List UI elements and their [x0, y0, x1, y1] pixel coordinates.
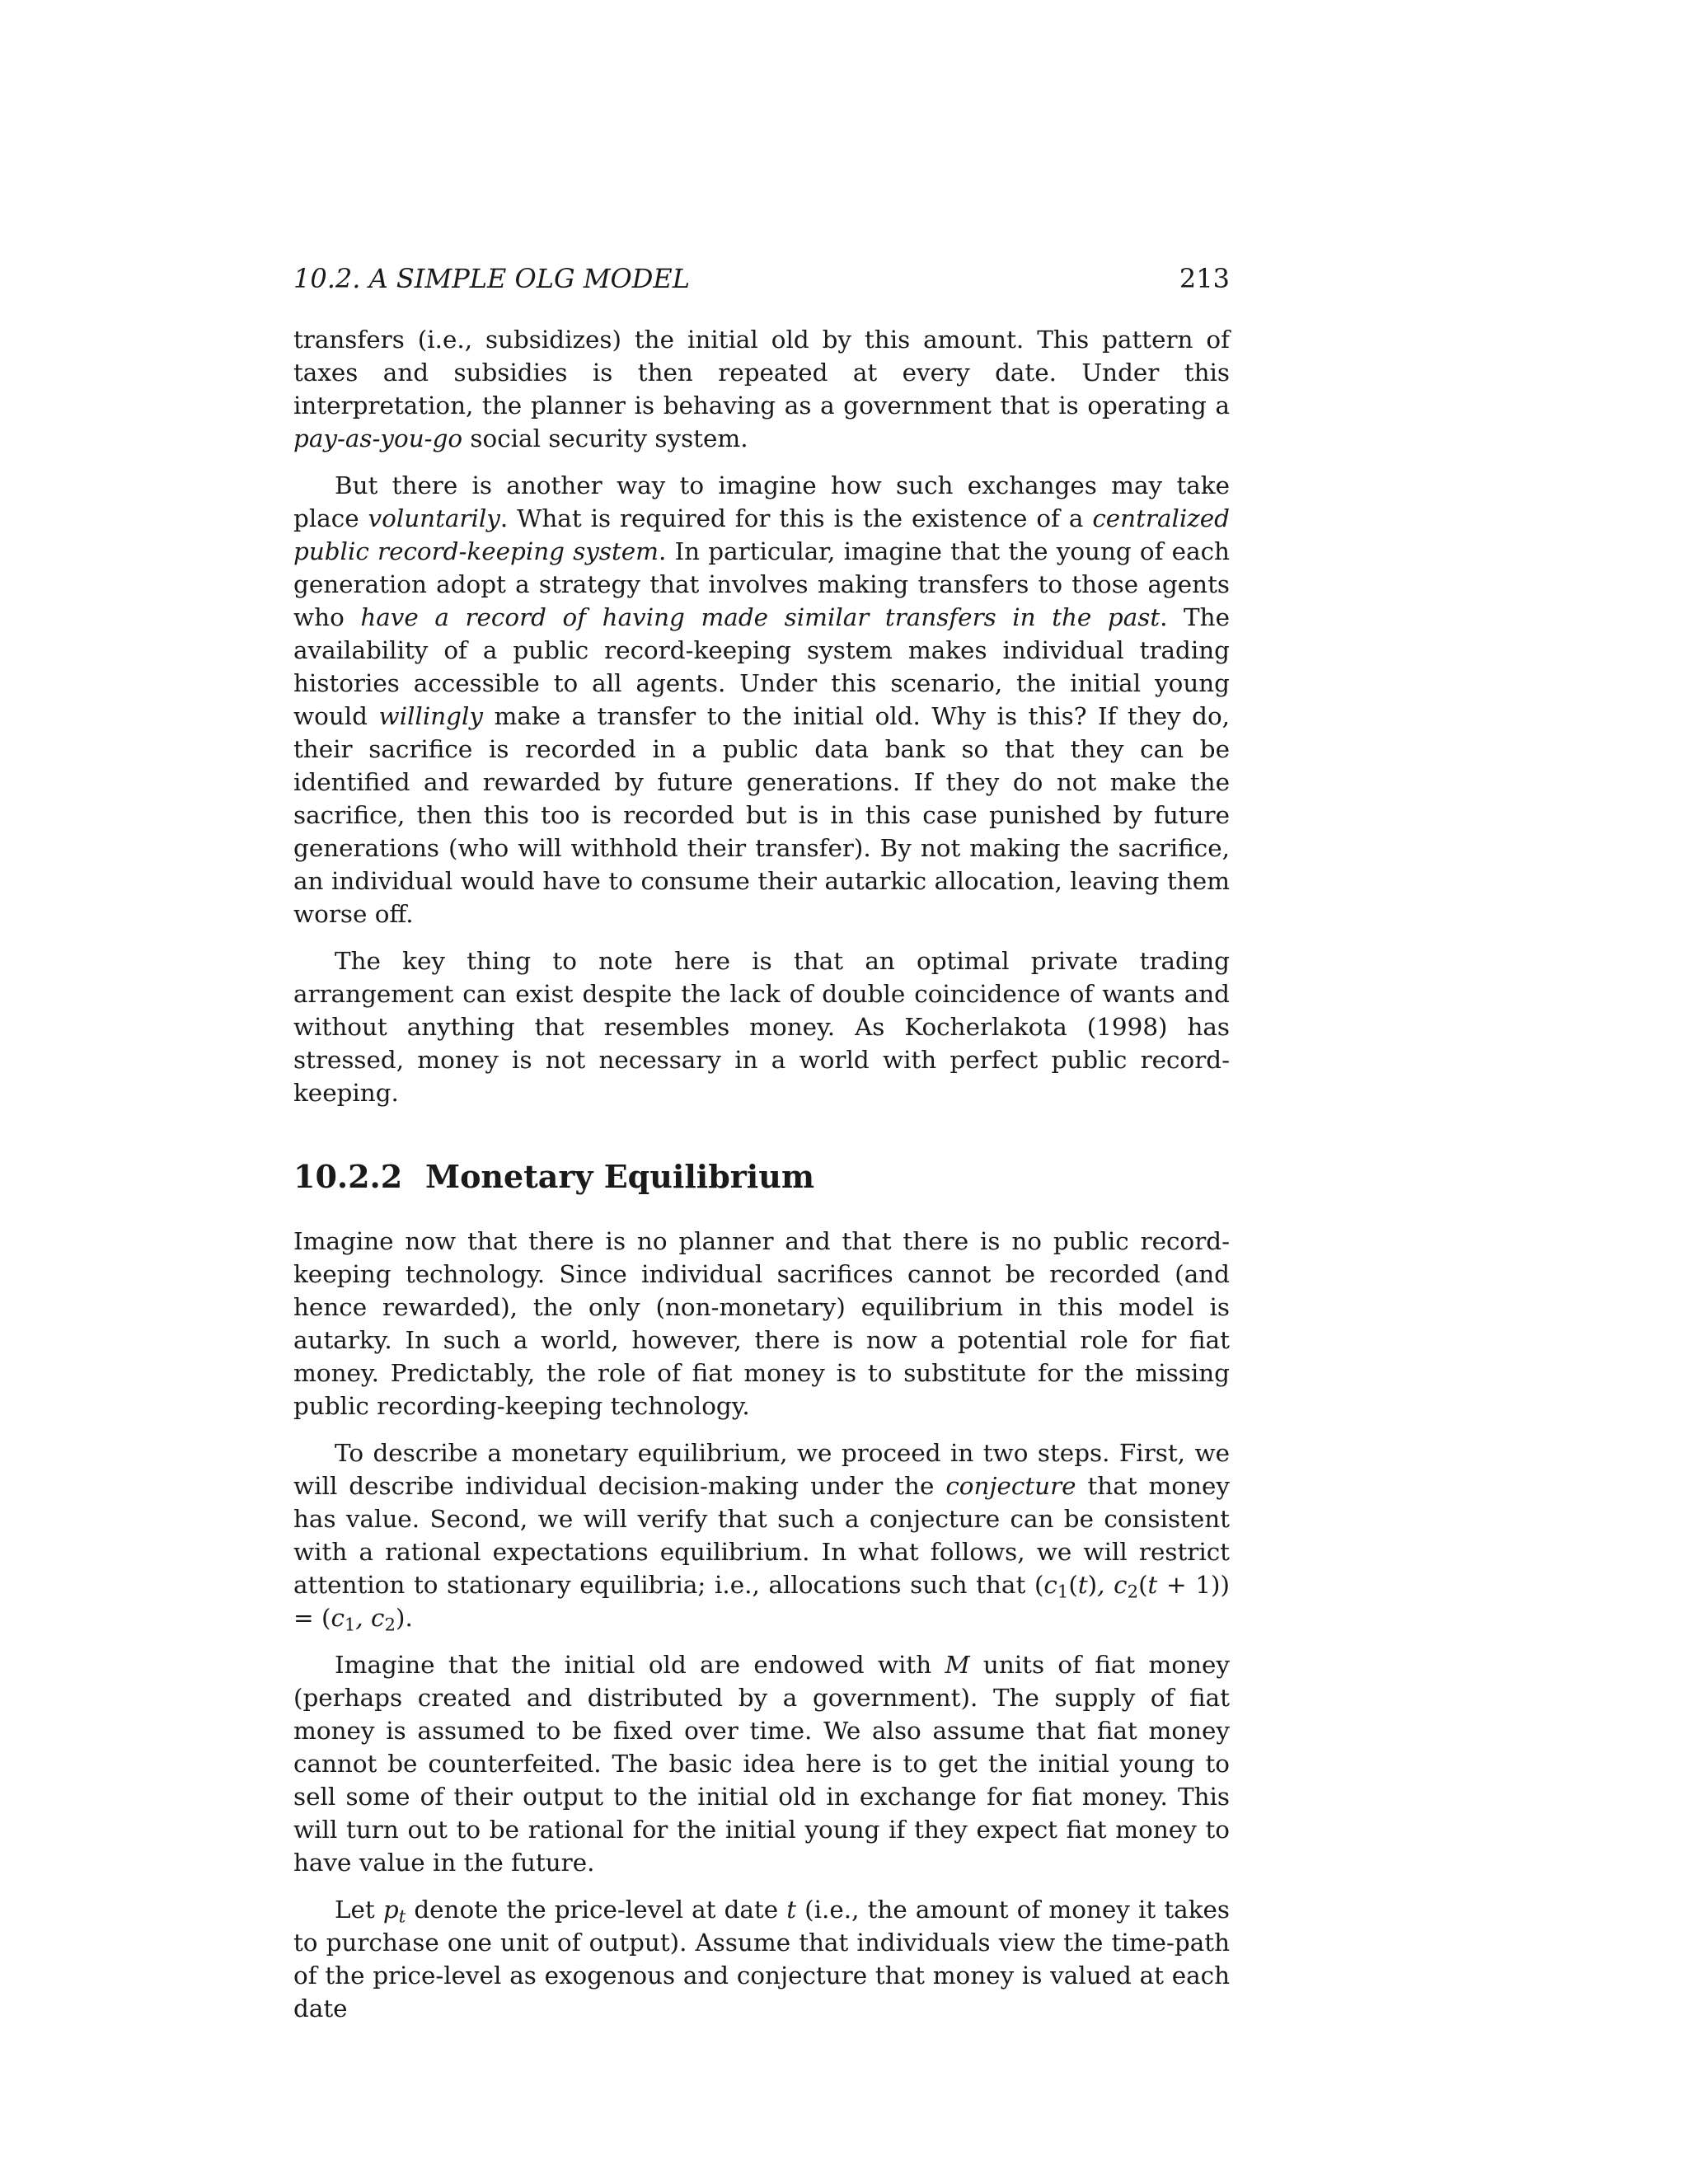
paragraph-5 [293, 1436, 1230, 1634]
page [293, 262, 1230, 2039]
paragraph-7-text-b: denote the price-level at date [406, 1896, 787, 1924]
paragraph-2-emphasis-1: voluntarily [368, 504, 500, 532]
paragraph-2-emphasis-4: willingly [378, 702, 483, 730]
paragraph-4: Imagine now that there is no planner and that there is no public record-keeping technology. Since individual sacrifices cannot be recorded (and hence rewarded), the only (non-monetary) equilibrium in this model is autarky. In such a world, however, there is now a potential role for fiat money. Predictably, the role of fiat money is to substitute for the missing public recording-keeping technology. [293, 1227, 1230, 1420]
money-symbol: M [945, 1651, 970, 1679]
paragraph-2 [293, 469, 1230, 930]
paragraph-2-text-b: . What is required for this is the existence of a [499, 504, 1093, 532]
paragraph-5-text-b: that money has value. Second, we will verify that such a conjecture can be consistent with a rational expectations equilibrium. In what follows, we will restrict attention to stationary equilibria; i.e., allocations such that [293, 1472, 1230, 1599]
running-head [293, 262, 1230, 298]
page-number: 213 [1179, 263, 1230, 294]
section-title: Monetary Equilibrium [425, 1158, 815, 1195]
paragraph-2-text-e: make a transfer to the initial old. Why is this? If they do, their sacrifice is recorded in a public data bank so that they can be identified and rewarded by future generations. If they do not make the sacrifice, then this too is recorded but is in this case punished by future generations (who will withhold their transfer). By not making the sacrifice, an individual would have to consume their autarkic allocation, leaving them worse off. [293, 702, 1230, 928]
date-symbol: t [786, 1896, 797, 1924]
paragraph-1-text: transfers (i.e., subsidizes) the initial old by this amount. This pattern of taxes and subsidies is then repeated at every date. Under this interpretation, the planner is behaving as a government that is operating a [293, 326, 1230, 419]
paragraph-5-text-c: . [405, 1604, 413, 1632]
paragraph-2-emphasis-3: have a record of having made similar transfers in the past [360, 603, 1160, 631]
paragraph-1-end: social security system. [462, 424, 748, 452]
paragraph-1-emphasis: pay-as-you-go [293, 424, 463, 452]
paragraph-2-text-c: . In particular, imagine that the young of each generation adopt a strategy that involves making transfers to those agents who [293, 537, 1230, 631]
paragraph-6-text-b: units of fiat money (perhaps created and distributed by a government). The supply of fiat money is assumed to be fixed over time. We also assume that fiat money cannot be counterfeited. The basic idea here is to get the initial young to sell some of their output to the initial old in exchange for fiat money. This will turn out to be rational for the initial young if they expect fiat money to have value in the future. [293, 1651, 1230, 1877]
body-text [293, 323, 1230, 2025]
paragraph-5-text-a: To describe a monetary equilibrium, we proceed in two steps. First, we will describe individual decision-making under the [293, 1439, 1230, 1500]
stationary-allocation-formula: ($c_1(t)$, $c_2(t + 1)) = (c_1$, $c_2$) [293, 1571, 1230, 1635]
paragraph-7-text-c: (i.e., the amount of money it takes to purchase one unit of output). Assume that individuals view the time-path of the price-level as exogenous and conjecture that money is valued at each date [293, 1896, 1230, 2022]
paragraph-6 [293, 1648, 1230, 1879]
price-subscript: t [398, 1905, 406, 1927]
running-head-title: 10.2. A SIMPLE OLG MODEL [293, 263, 690, 294]
paragraph-1 [293, 323, 1230, 455]
paragraph-7 [293, 1893, 1230, 2025]
section-heading [293, 1157, 1230, 1197]
price-symbol: p [382, 1896, 399, 1924]
paragraph-6-text-a: Imagine that the initial old are endowed with [335, 1651, 945, 1679]
paragraph-7-text-a: Let [335, 1896, 383, 1924]
paragraph-2-emphasis-2: centralized public record-keeping system [293, 504, 1230, 565]
paragraph-3: The key thing to note here is that an optimal private trading arrangement can exist despite the lack of double coincidence of wants and without anything that resembles money. As Kocherlakota (1998) has stressed, money is not necessary in a world with perfect public record-keeping. [293, 947, 1230, 1107]
paragraph-5-emphasis: conjecture [945, 1472, 1076, 1500]
section-number: 10.2.2 [293, 1158, 403, 1195]
paragraph-2-text-a: But there is another way to imagine how such exchanges may take place [293, 471, 1230, 532]
paragraph-2-text-d: . The availability of a public record-keeping system makes individual trading histories accessible to all agents. Under this scenario, the initial young would [293, 603, 1230, 730]
